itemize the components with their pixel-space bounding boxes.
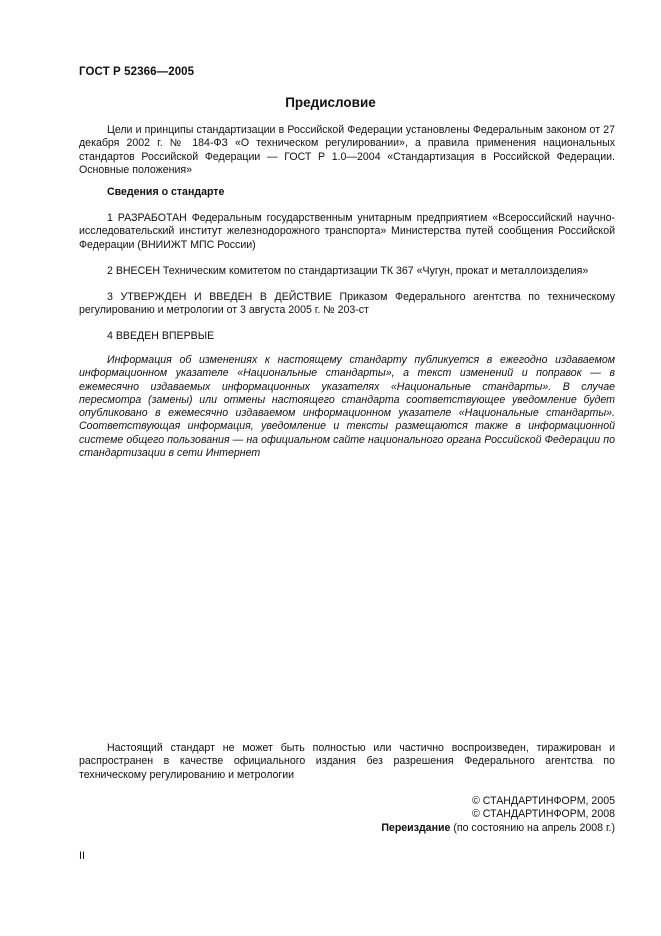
item-1-text: 1 РАЗРАБОТАН Федеральным государственным унитарным предприятием «Всероссийский научно-исследовательский институт железнодорожного транспорта» Министерства путей сообщения Российской Федерации (ВНИИЖТ МПС России)	[79, 212, 615, 251]
intro-paragraph	[79, 124, 615, 177]
standard-code: ГОСТ Р 52366—2005	[79, 66, 195, 78]
reissue-detail: (по состоянию на апрель 2008 г.)	[450, 821, 615, 834]
item-4	[79, 330, 615, 343]
info-heading: Сведения о стандарте	[107, 186, 225, 198]
item-2-text: 2 ВНЕСЕН Техническим комитетом по стандартизации ТК 367 «Чугун, прокат и металлоизделия»	[107, 265, 589, 277]
item-4-text: 4 ВВЕДЕН ВПЕРВЫЕ	[107, 330, 215, 342]
item-3	[79, 291, 615, 318]
item-1	[79, 212, 615, 252]
intro-text: Цели и принципы стандартизации в Российской Федерации установлены Федеральным законом от 27 декабря 2002 г. № 184-ФЗ «О техническом регулировании», а правила применения национальных стандартов Российской Федерации — ГОСТ Р 1.0—2004 «Стандартизация в Российской Федерации. Основные положения»	[79, 124, 615, 176]
reissue-label: Переиздание	[381, 821, 451, 834]
info-heading-block	[79, 186, 615, 199]
notice-paragraph	[79, 354, 615, 460]
copyright-lines	[79, 795, 615, 835]
reissue-line	[79, 822, 615, 835]
page-number: II	[79, 850, 85, 862]
notice-text: Информация об изменениях к настоящему стандарту публикуется в ежегодно издаваемом информационном указателе «Национальные стандарты», а текст изменений и поправок — в ежемесячно издаваемых информационных указателях «Национальные стандарты». В случае пересмотра (замены) или отмены настоящего стандарта соответствующее уведомление будет опубликовано в ежемесячно издаваемом информационном указателе «Национальные стандарты». Соответствующая информация, уведомление и тексты размещаются также в информационной системе общего пользования — на официальном сайте национального органа Российской Федерации по стандартизации в сети Интернет	[79, 354, 615, 460]
page-title: Предисловие	[285, 95, 376, 110]
copyright-2005: © СТАНДАРТИНФОРМ, 2005	[472, 795, 615, 807]
item-2	[79, 265, 615, 278]
item-3-text: 3 УТВЕРЖДЕН И ВВЕДЕН В ДЕЙСТВИЕ Приказом Федерального агентства по техническому регулированию и метрологии от 3 августа 2005 г. № 203-ст	[79, 291, 615, 317]
copyright-notice-paragraph	[79, 742, 615, 782]
copyright-notice-text: Настоящий стандарт не может быть полностью или частично воспроизведен, тиражирован и распространен в качестве официального издания без разрешения Федерального агентства по техническому регулированию и метрологии	[79, 742, 615, 781]
copyright-2008: © СТАНДАРТИНФОРМ, 2008	[472, 808, 615, 821]
